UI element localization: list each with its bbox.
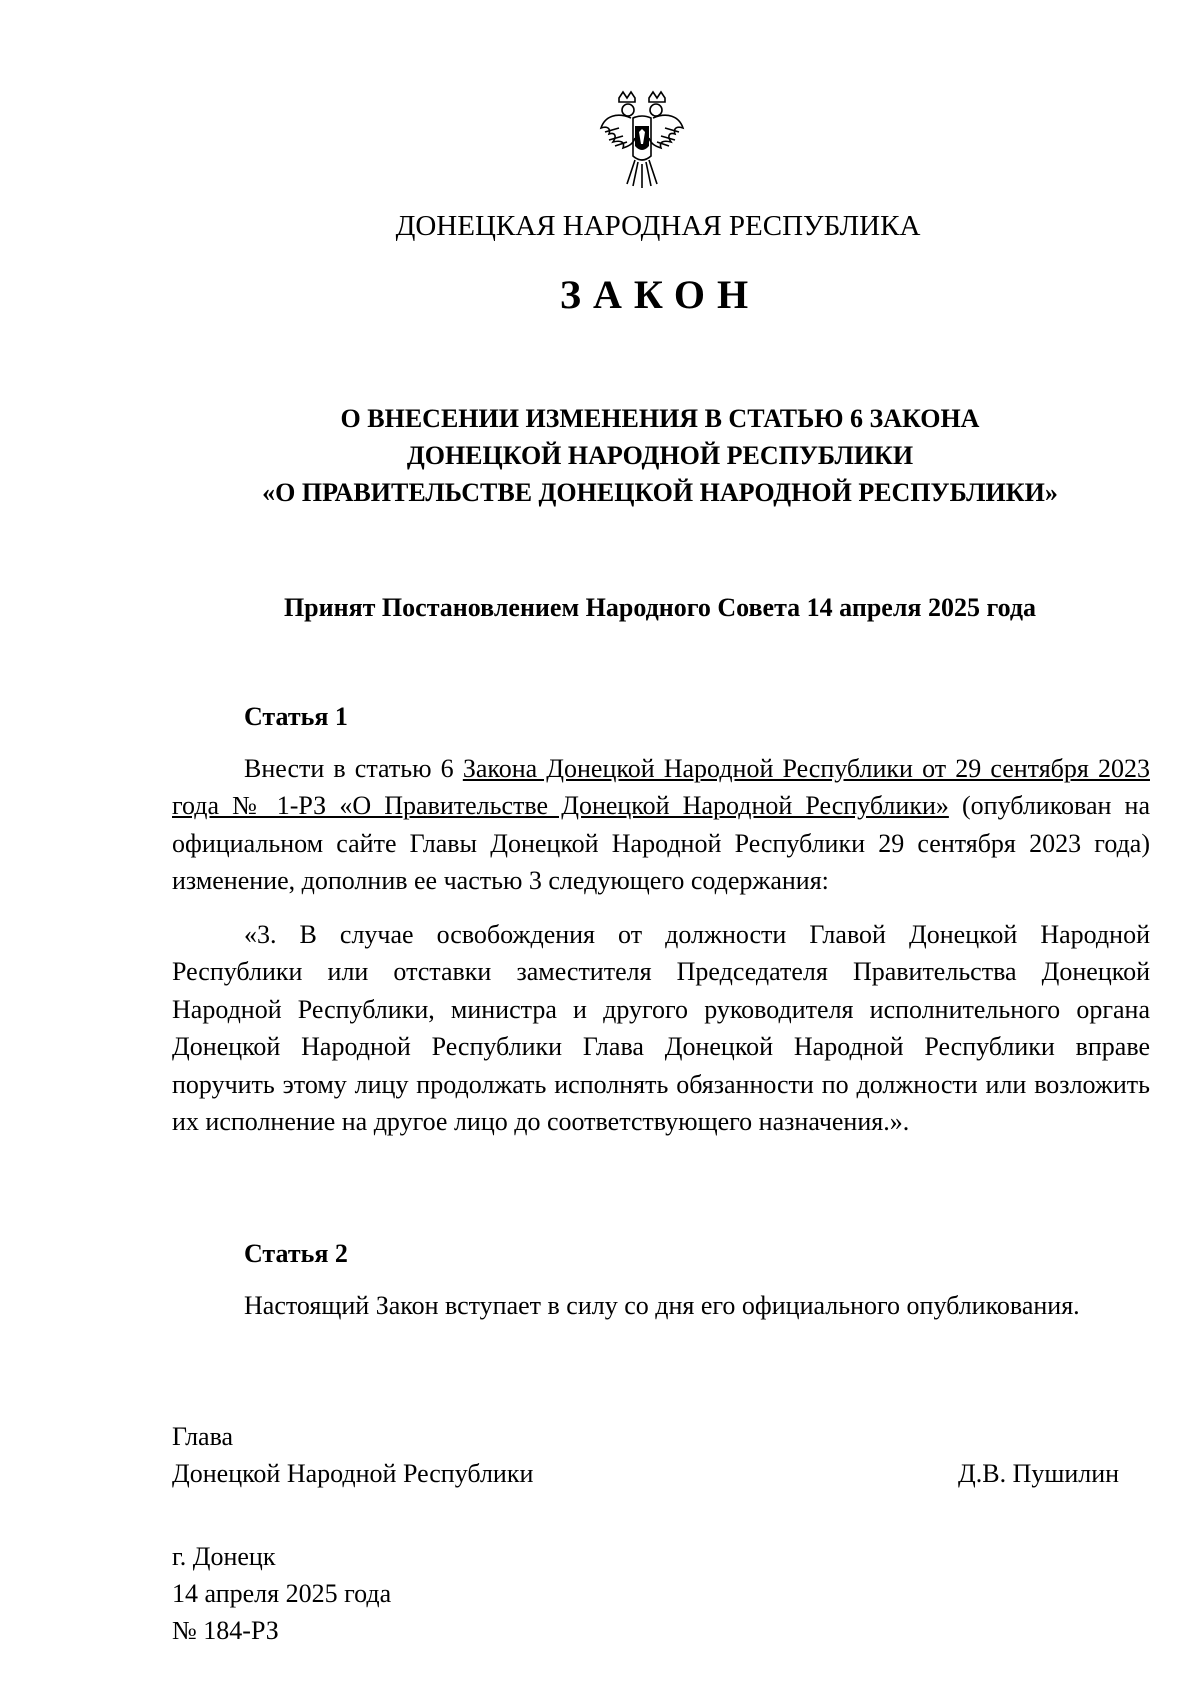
signing-date: 14 апреля 2025 года [172, 1579, 392, 1608]
signatory-position-line-2: Донецкой Народной Республики [172, 1459, 534, 1488]
law-title-line-2: ДОНЕЦКОЙ НАРОДНОЙ РЕСПУБЛИКИ [406, 441, 914, 470]
law-number: № 184-РЗ [172, 1616, 279, 1645]
article-2-heading: Статья 2 [244, 1239, 348, 1268]
article-1-paragraph-1 [172, 750, 1150, 900]
signatory-position-line-1: Глава [172, 1422, 234, 1451]
signatory-name: Д.В. Пушилин [958, 1459, 1120, 1488]
article-2-paragraph-1: Настоящий Закон вступает в силу со дня его официального опубликования. [244, 1290, 1080, 1320]
article-1 [172, 698, 1150, 1141]
document-footer [172, 1538, 391, 1649]
signing-city: г. Донецк [172, 1542, 276, 1571]
article-1-text-start: Внести в статью 6 [244, 753, 463, 783]
coat-of-arms-icon [597, 88, 687, 190]
law-title-line-3: «О ПРАВИТЕЛЬСТВЕ ДОНЕЦКОЙ НАРОДНОЙ РЕСПУБЛИКИ» [262, 478, 1058, 507]
law-title [170, 400, 1150, 511]
country-name: ДОНЕЦКАЯ НАРОДНАЯ РЕСПУБЛИКА [395, 210, 921, 242]
article-1-paragraph-2: «3. В случае освобождения от должности Главой Донецкой Народной Республики или отставки заместителя Председателя Правительства Донецкой Народной Республики, министра и другого руководителя исполнительного органа Донецкой Народной Республики Глава Донецкой Народной Республики вправе поручить этому лицу продолжать исполнять обязанности по должности или возложить их исполнение на другое лицо до соответствующего назначения.». [172, 919, 1150, 1136]
signatory-position [172, 1418, 533, 1492]
article-2 [172, 1235, 1150, 1324]
article-1-heading: Статья 1 [244, 702, 348, 731]
article-1-text-end: (опубликован на официальном сайте Главы Донецкой Народной Республики 29 сентября 2023 года) изменение, дополнив ее частью 3 следующего содержания: [172, 791, 1150, 895]
adoption-note: Принят Постановлением Народного Совета 14 апреля 2025 года [283, 593, 1037, 622]
document-type: ЗАКОН [559, 272, 761, 317]
law-title-line-1: О ВНЕСЕНИИ ИЗМЕНЕНИЯ В СТАТЬЮ 6 ЗАКОНА [340, 404, 980, 433]
law-reference-link[interactable]: Закона Донецкой Народной Республики от 29 сентября 2023 года № 1-РЗ «О Правительстве Донецкой Народной Республики» [172, 753, 1150, 820]
